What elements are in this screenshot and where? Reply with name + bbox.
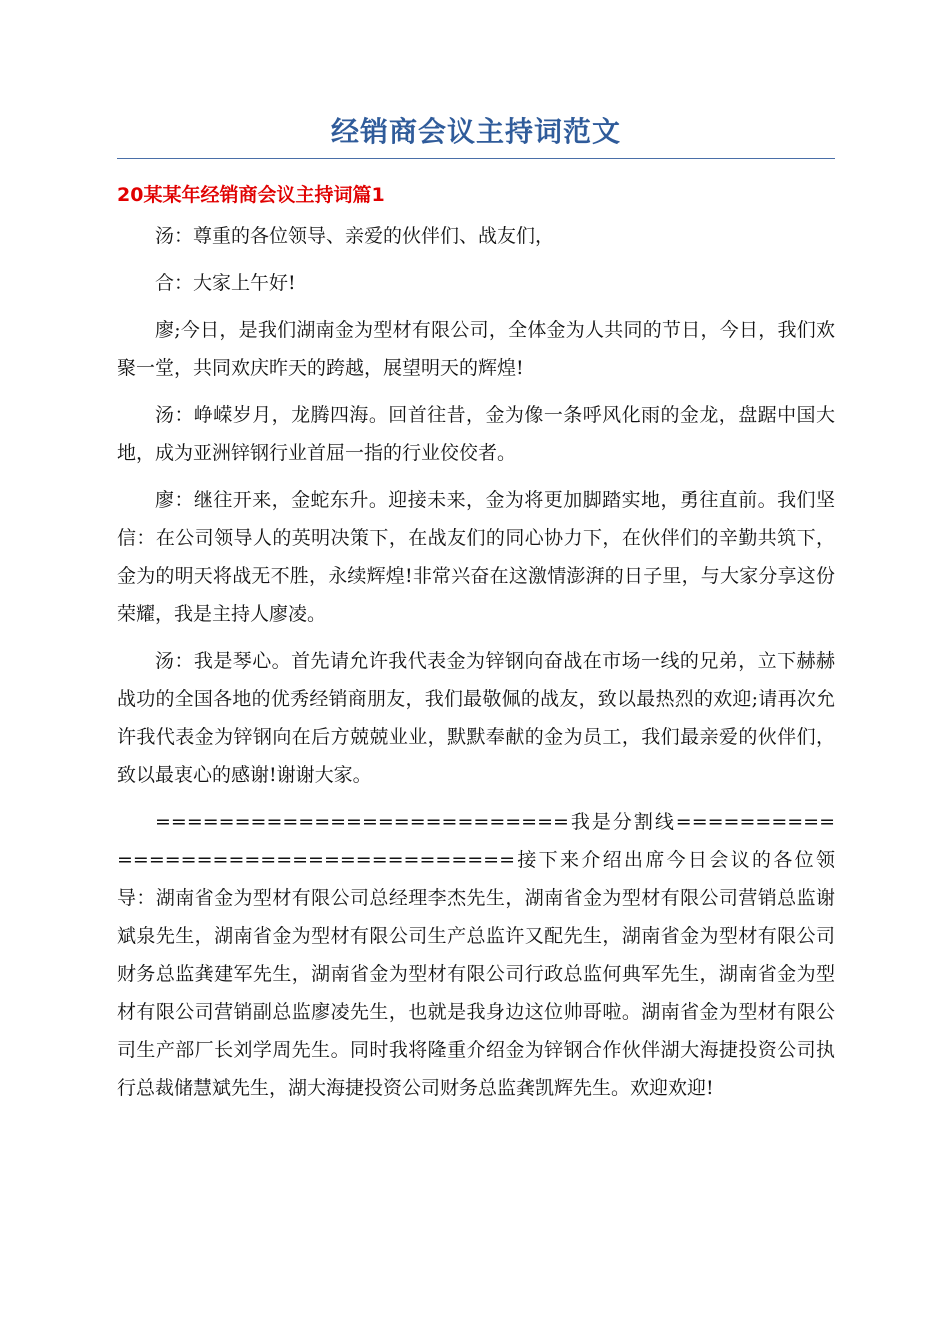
paragraph-festival: 廖;今日，是我们湖南金为型材有限公司，全体金为人共同的节日，今日，我们欢聚一堂，共同欢庆昨天的跨越，展望明天的辉煌! (117, 319, 835, 379)
document-title: 经销商会议主持词范文 (117, 112, 835, 159)
section-heading: 20某某年经销商会议主持词篇1 (117, 184, 385, 206)
paragraph-history: 汤：峥嵘岁月，龙腾四海。回首往昔，金为像一条呼风化雨的金龙，盘踞中国大地，成为亚洲锌钢行业首屈一指的行业佼佼者。 (117, 404, 835, 464)
paragraph-future: 廖：继往开来，金蛇东升。迎接未来，金为将更加脚踏实地，勇往直前。我们坚信：在公司领导人的英明决策下，在战友们的同心协力下，在伙伴们的辛勤共筑下，金为的明天将战无不胜，永续辉煌!非常兴奋在这激情澎湃的日子里，与大家分享这份荣耀，我是主持人廖凌。 (117, 489, 835, 625)
paragraph-welcome: 汤：我是琴心。首先请允许我代表金为锌钢向奋战在市场一线的兄弟，立下赫赫战功的全国各地的优秀经销商朋友，我们最敬佩的战友，致以最热烈的欢迎;请再次允许我代表金为锌钢向在后方兢兢业业，默默奉献的金为员工，我们最亲爱的伙伴们，致以最衷心的感谢!谢谢大家。 (117, 650, 835, 786)
paragraph-morning: 合：大家上午好! (155, 272, 296, 294)
paragraph-greeting: 汤：尊重的各位领导、亲爱的伙伴们、战友们， (155, 225, 555, 247)
paragraph-introductions: ==========================我是分割线===================================接下来介绍出席今日会议的各位领导：湖南省金为型材有限公司总经理李杰先生，湖南省金为型材有限公司营销总监谢斌泉先生，湖南省金为型材有限公司生产总监许又配先生，湖南省金为型材有限公司财务总监龚建军先生，湖南省金为型材有限公司行政总监何典军先生，湖南省金为型材有限公司营销副总监廖凌先生，也就是我身边这位帅哥啦。湖南省金为型材有限公司生产部厂长刘学周先生。同时我将隆重介绍金为锌钢合作伙伴湖大海捷投资公司执行总裁储慧斌先生，湖大海捷投资公司财务总监龚凯辉先生。欢迎欢迎! (117, 811, 835, 1099)
